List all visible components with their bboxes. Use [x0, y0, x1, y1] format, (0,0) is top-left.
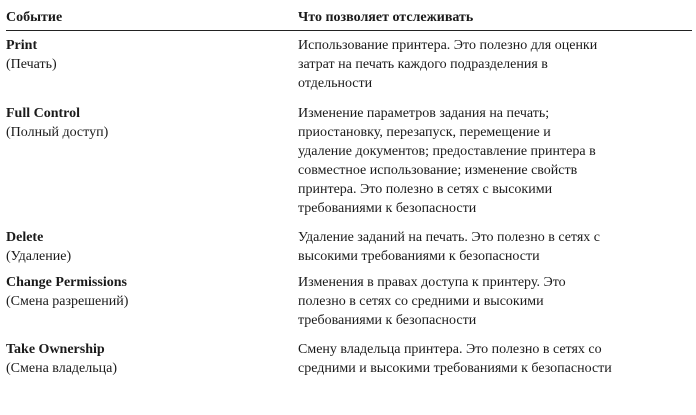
event-cell — [6, 340, 298, 378]
description-line: полезно в сетях со средними и высокими — [298, 294, 544, 309]
header-rule — [6, 30, 692, 31]
event-name-translation: (Смена владельца) — [6, 361, 117, 376]
event-name: Take Ownership — [6, 342, 105, 357]
description-line: Использование принтера. Это полезно для оценки — [298, 38, 598, 53]
event-name: Delete — [6, 230, 44, 245]
table-row — [6, 273, 692, 330]
description-line: высокими требованиями к безопасности — [298, 249, 540, 264]
header-event: Событие — [6, 10, 63, 25]
description-line: Изменения в правах доступа к принтеру. Это — [298, 275, 566, 290]
description-line: Удаление заданий на печать. Это полезно в сетях с — [298, 230, 600, 245]
description-cell — [298, 36, 692, 93]
description-line: затрат на печать каждого подразделения в — [298, 57, 548, 72]
table-header — [6, 8, 692, 30]
event-name: Full Control — [6, 106, 81, 121]
table-row — [6, 36, 692, 93]
description-line: требованиями к безопасности — [298, 201, 477, 216]
table-row — [6, 340, 692, 378]
description-line: совместное использование; изменение свойств — [298, 163, 578, 178]
description-line: Изменение параметров задания на печать; — [298, 106, 550, 121]
description-line: принтера. Это полезно в сетях с высокими — [298, 182, 553, 197]
event-name: Change Permissions — [6, 275, 127, 290]
description-line: Смену владельца принтера. Это полезно в сетях со — [298, 342, 602, 357]
event-name-translation: (Полный доступ) — [6, 125, 109, 140]
event-cell — [6, 36, 298, 93]
event-name-translation: (Удаление) — [6, 249, 72, 264]
event-name: Print — [6, 38, 38, 53]
description-cell — [298, 273, 692, 330]
description-line: приостановку, перезапуск, перемещение и — [298, 125, 551, 140]
table-row — [6, 228, 692, 266]
description-cell — [298, 104, 692, 218]
header-description: Что позволяет отслеживать — [298, 10, 474, 25]
event-name-translation: (Смена разрешений) — [6, 294, 129, 309]
description-line: отдельности — [298, 76, 373, 91]
event-name-translation: (Печать) — [6, 57, 57, 72]
description-line: средними и высокими требованиями к безопасности — [298, 361, 612, 376]
description-line: требованиями к безопасности — [298, 313, 477, 328]
table-row — [6, 104, 692, 218]
audit-events-table — [6, 8, 692, 378]
description-line: удаление документов; предоставление принтера в — [298, 144, 596, 159]
description-cell — [298, 228, 692, 266]
event-cell — [6, 273, 298, 330]
description-cell — [298, 340, 692, 378]
event-cell — [6, 228, 298, 266]
event-cell — [6, 104, 298, 218]
